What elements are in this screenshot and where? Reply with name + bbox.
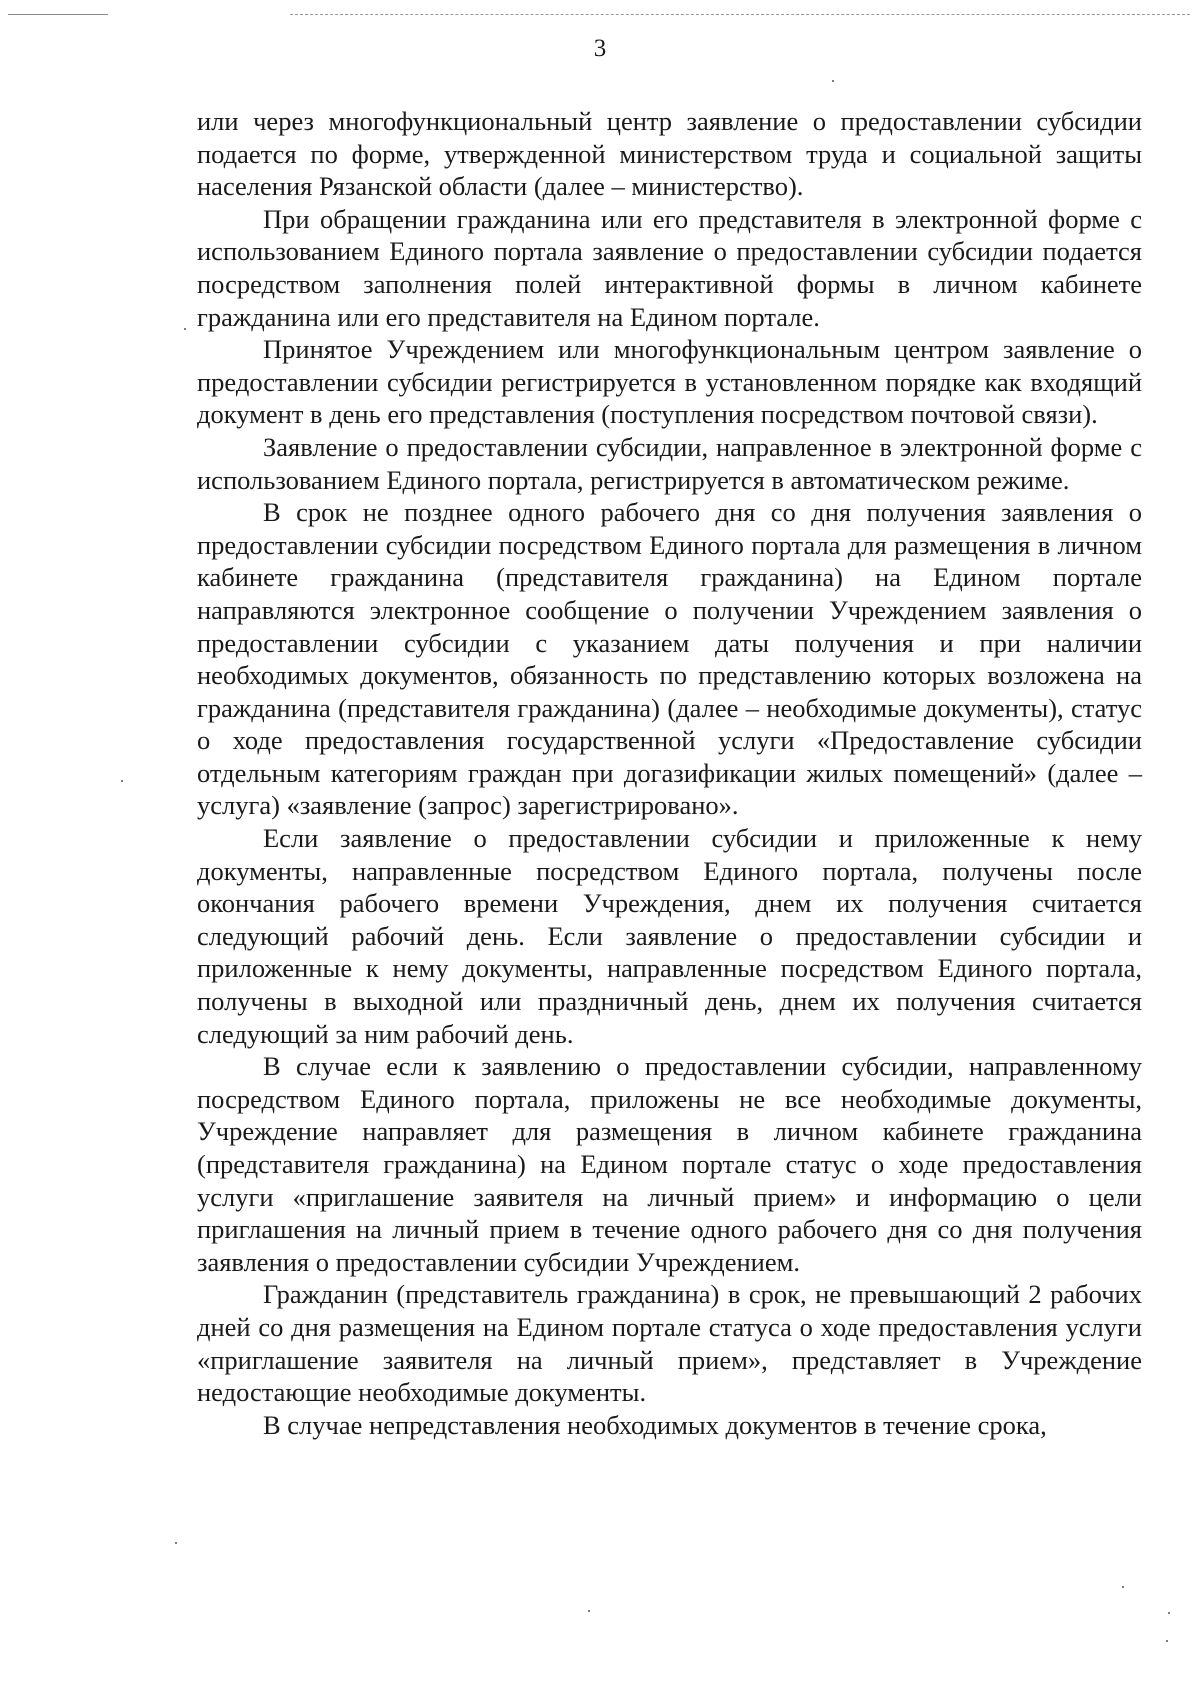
paragraph-submission-deadline: Гражданин (представитель гражданина) в срок, не превышающий 2 рабочих дней со дня размещения на Едином портале статуса о ходе предоставления услуги «приглашение заявителя на личный прием», представляет в Учреждение недостающие необходимые документы. [197, 1279, 1142, 1408]
scan-speck [832, 80, 834, 82]
scan-speck [1168, 1612, 1170, 1614]
paragraph-notification: В срок не позднее одного рабочего дня со дня получения заявления о предоставлении субсидии посредством Единого портала для размещения в личном кабинете гражданина (представителя гражданина) на Едином портале направляются электронное сообщение о получении Учреждением заявления о предоставлении субсидии с указанием даты получения и при наличии необходимых документов, обязанность по представлению которых возложена на гражданина (представителя гражданина) (далее – необходимые документы), статус о ходе предоставления государственной услуги «Предоставление субсидии отдельным категориям граждан при догазификации жилых помещений» (далее – услуга) «заявление (запрос) зарегистрировано». [197, 497, 1142, 821]
page-number: 3 [593, 35, 607, 62]
scan-speck [1166, 1640, 1168, 1642]
scan-edge-line-right [290, 14, 1190, 15]
paragraph-registration: Принятое Учреждением или многофункциональным центром заявление о предоставлении субсидии регистрируется в установленном порядке как входящий документ в день его представления (поступления посредством почтовой связи). [197, 334, 1142, 430]
paragraph-missing-documents: В случае если к заявлению о предоставлении субсидии, направленному посредством Единого портала, приложены не все необходимые документы, Учреждение направляет для размещения в личном кабинете гражданина (представителя гражданина) на Едином портале статус о ходе предоставления услуги «приглашение заявителя на личный прием» и информацию о цели приглашения на личный прием в течение одного рабочего дня со дня получения заявления о предоставлении субсидии Учреждением. [197, 1051, 1142, 1277]
scan-speck [184, 328, 186, 330]
scan-speck [121, 780, 123, 782]
document-body [197, 105, 1142, 1441]
paragraph-non-submission: В случае непредставления необходимых документов в течение срока, [263, 1409, 1047, 1440]
paragraph-continuation: или через многофункциональный центр заявление о предоставлении субсидии подается по форме, утвержденной министерством труда и социальной защиты населения Рязанской области (далее – министерство). [197, 106, 1142, 202]
scan-speck [1122, 1586, 1124, 1588]
scan-speck [588, 1610, 590, 1612]
paragraph-electronic-form: При обращении гражданина или его представителя в электронной форме с использованием Единого портала заявление о предоставлении субсидии подается посредством заполнения полей интерактивной формы в личном кабинете гражданина или его представителя на Едином портале. [197, 203, 1142, 332]
scan-speck [175, 1542, 177, 1544]
paragraph-receipt-date: Если заявление о предоставлении субсидии и приложенные к нему документы, направленные посредством Единого портала, получены после окончания рабочего времени Учреждения, днем их получения считается следующий рабочий день. Если заявление о предоставлении субсидии и приложенные к нему документы, направленные посредством Единого портала, получены в выходной или праздничный день, днем их получения считается следующий за ним рабочий день. [197, 823, 1142, 1049]
paragraph-automatic-registration: Заявление о предоставлении субсидии, направленное в электронной форме с использованием Единого портала, регистрируется в автоматическом режиме. [197, 431, 1142, 495]
scan-edge-line-left [8, 14, 108, 15]
